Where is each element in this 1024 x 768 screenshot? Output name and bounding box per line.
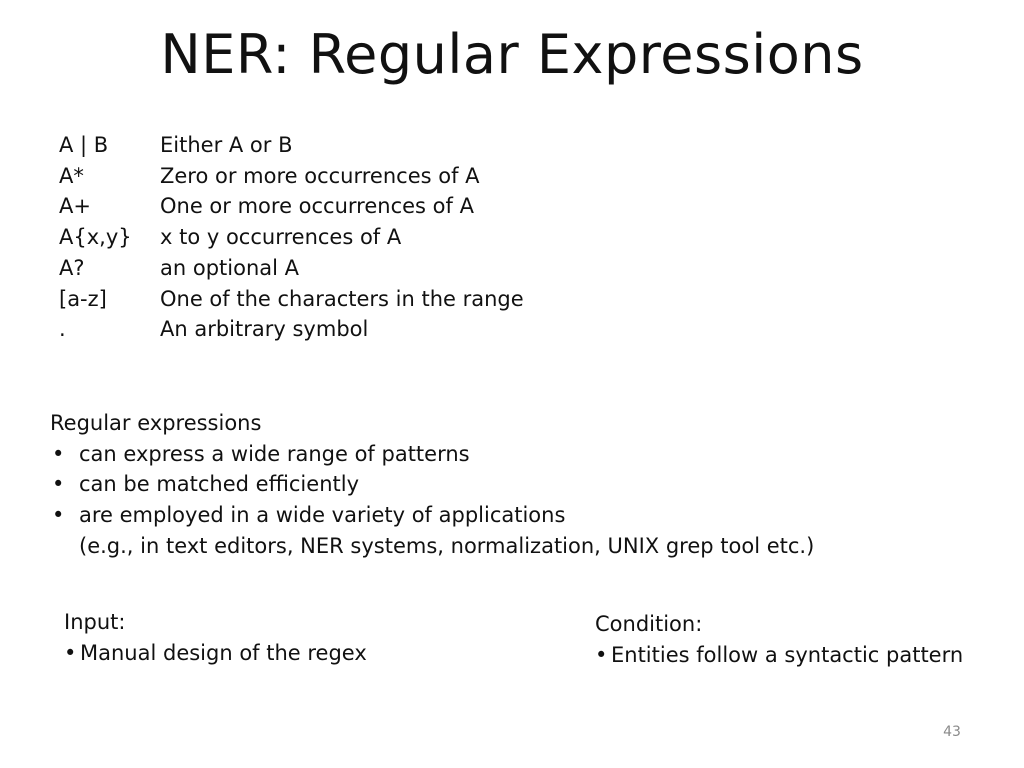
regex-pattern: A{x,y} [59, 225, 132, 250]
regex-row [59, 191, 524, 222]
input-section [64, 607, 367, 669]
bullet-icon: • [52, 472, 65, 497]
list-item-text: are employed in a wide variety of applications [79, 503, 566, 528]
regex-row [59, 284, 524, 315]
regex-pattern: A+ [59, 194, 91, 219]
regex-meaning: Either A or B [160, 133, 293, 157]
regex-pattern: [a-z] [59, 286, 107, 311]
regex-pattern: . [59, 317, 66, 342]
regex-meaning: An arbitrary symbol [160, 317, 369, 342]
bullet-icon: • [595, 643, 608, 667]
list-item [50, 439, 814, 470]
bullet-icon: • [64, 641, 77, 665]
list-item [50, 469, 814, 500]
regex-row [59, 130, 524, 161]
input-heading: Input: [64, 610, 126, 634]
regex-pattern: A? [59, 255, 85, 280]
bullet-icon: • [52, 441, 65, 466]
regex-meaning: x to y occurrences of A [160, 225, 402, 250]
bullet-icon: • [52, 503, 65, 528]
list-item-text: can be matched efficiently [79, 472, 359, 497]
condition-heading: Condition: [595, 612, 703, 636]
regex-meaning: an optional A [160, 255, 300, 280]
slide-title: NER: Regular Expressions [160, 23, 864, 86]
condition-item-text: Entities follow a syntactic pattern [611, 643, 964, 667]
page-number: 43 [943, 724, 961, 740]
input-item [64, 638, 367, 669]
regex-operator-table [59, 130, 524, 345]
regex-row [59, 253, 524, 284]
regex-pattern: A* [59, 163, 84, 188]
properties-heading: Regular expressions [50, 411, 262, 435]
regex-pattern: A | B [59, 133, 109, 157]
regex-row [59, 314, 524, 345]
regex-row [59, 222, 524, 253]
condition-section [595, 609, 963, 671]
regex-properties [50, 408, 814, 562]
regex-meaning: Zero or more occurrences of A [160, 163, 480, 188]
list-item [50, 500, 814, 531]
regex-meaning: One of the characters in the range [160, 286, 524, 311]
list-item-continuation: (e.g., in text editors, NER systems, normalization, UNIX grep tool etc.) [79, 533, 815, 558]
condition-item [595, 640, 963, 671]
input-item-text: Manual design of the regex [80, 641, 367, 665]
regex-row [59, 161, 524, 192]
list-item-text: can express a wide range of patterns [79, 441, 470, 466]
regex-meaning: One or more occurrences of A [160, 194, 474, 219]
